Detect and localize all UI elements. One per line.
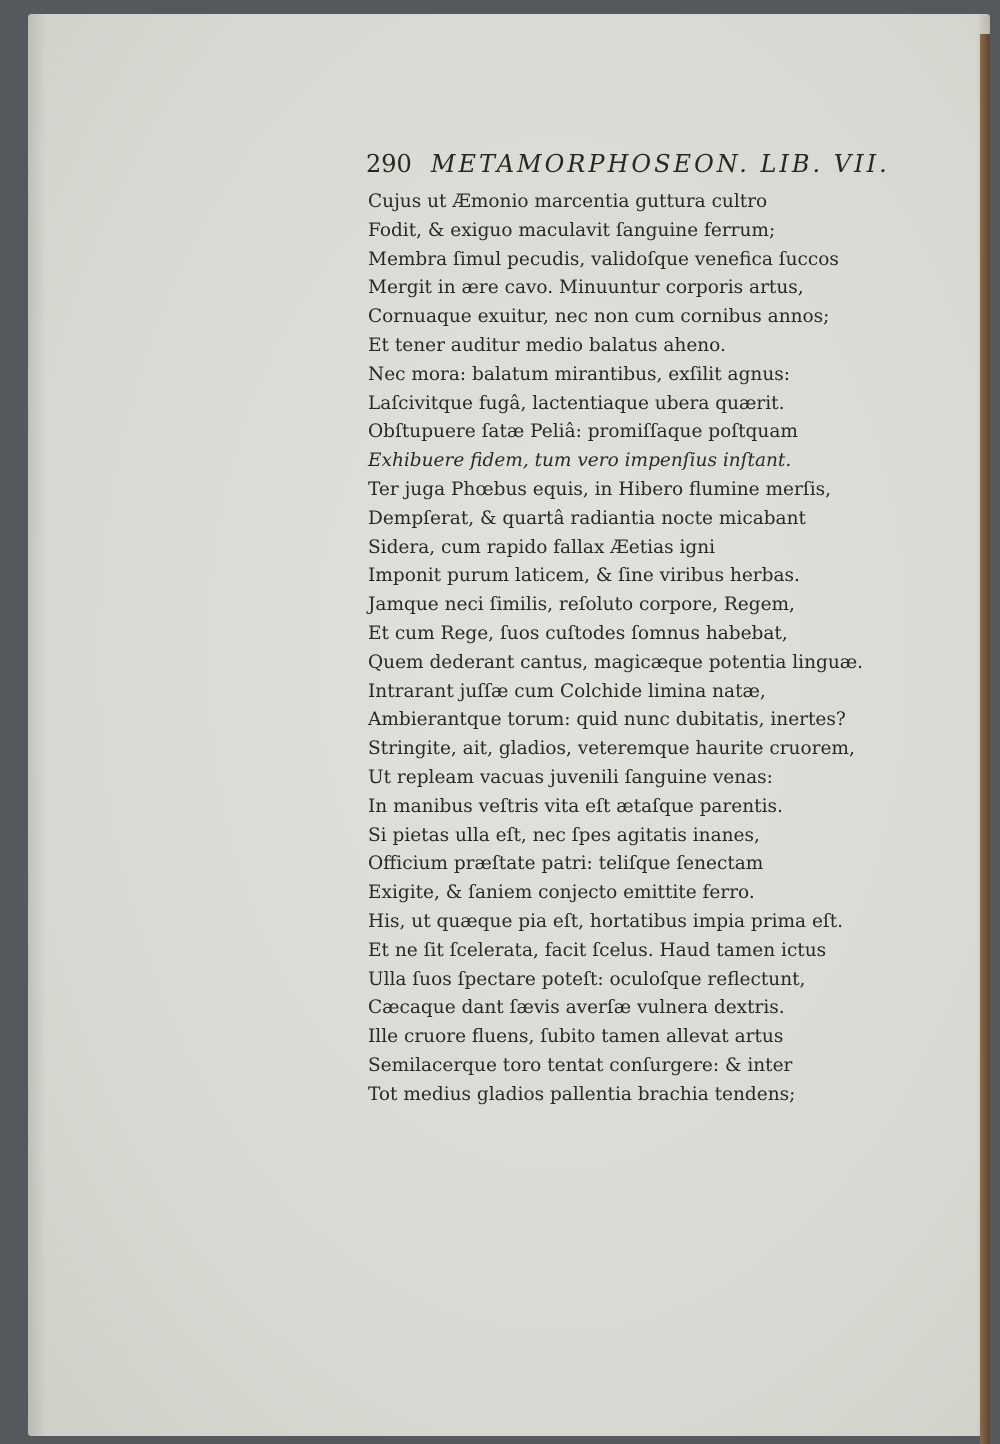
verse-line: Quem dederant cantus, magicæque potentia linguæ.: [368, 651, 864, 673]
verse-line: Ter juga Phœbus equis, in Hibero flumine merſis,: [368, 478, 831, 500]
running-header: [366, 150, 890, 190]
verse-line: Ambierantque torum: quid nunc dubitatis, inertes?: [368, 709, 846, 731]
verse-line: Fodit, & exiguo maculavit ſanguine ferrum;: [368, 219, 776, 241]
verse-line: Cæcaque dant ſævis averſæ vulnera dextris.: [368, 997, 785, 1019]
verse-line: Officium præſtate patri: teliſque ſenectam: [368, 853, 764, 875]
verse-line: Membra ſimul pecudis, validoſque venefica ſuccos: [368, 248, 839, 270]
verse-line: Jamque neci ſimilis, reſoluto corpore, Regem,: [368, 594, 795, 616]
verse-line: Cujus ut Æmonio marcentia guttura cultro: [368, 191, 768, 212]
verse-line: Ille cruore fluens, ſubito tamen allevat artus: [368, 1026, 784, 1048]
verse-line: Obſtupuere ſatæ Peliâ: promiſſaque poſtquam: [368, 421, 798, 443]
verse-line: Exigite, & ſaniem conjecto emittite ferro.: [368, 882, 755, 904]
verse-line: Stringite, ait, gladios, veteremque haurite cruorem,: [368, 738, 855, 760]
verse-line: Si pietas ulla eſt, nec ſpes agitatis inanes,: [368, 824, 760, 846]
verse-line: His, ut quæque pia eſt, hortatibus impia prima eſt.: [368, 910, 844, 932]
page-number: 290: [366, 150, 412, 178]
verse-line: Et ne ſit ſcelerata, facit ſcelus. Haud tamen ictus: [368, 939, 827, 961]
verse-line: In manibus veſtris vita eſt ætaſque parentis.: [368, 795, 783, 817]
verse-line: Laſcivitque fugâ, lactentiaque ubera quærit.: [368, 392, 785, 414]
running-title: METAMORPHOSEON. LIB. VII.: [430, 150, 890, 178]
verse-line: Ut repleam vacuas juvenili ſanguine venas:: [368, 766, 773, 788]
verse-line: Intrarant juſſæ cum Colchide limina natæ,: [368, 680, 766, 702]
verse-line: Imponit purum laticem, & ſine viribus herbas.: [368, 565, 800, 587]
verse-line: Exhibuere fidem, tum vero impenſius inſtant.: [368, 450, 792, 472]
verse-line: Semilacerque toro tentat conſurgere: & inter: [368, 1054, 793, 1076]
verse-text: [368, 188, 868, 1110]
page-edge: [980, 34, 990, 1444]
verse-line: Ulla ſuos ſpectare poteſt: oculoſque reflectunt,: [368, 968, 806, 990]
verse-line: Mergit in ære cavo. Minuuntur corporis artus,: [368, 277, 804, 299]
verse-line: Sidera, cum rapido fallax Æetias igni: [368, 536, 716, 558]
verse-line: Et cum Rege, ſuos cuſtodes ſomnus habebat,: [368, 622, 788, 644]
verse-line: Cornuaque exuitur, nec non cum cornibus annos;: [368, 306, 830, 328]
verse-line: Nec mora: balatum mirantibus, exſilit agnus:: [368, 363, 790, 385]
verse-line: Tot medius gladios pallentia brachia tendens;: [368, 1083, 796, 1105]
verse-line: Et tener auditur medio balatus aheno.: [368, 334, 726, 356]
verse-line: Dempſerat, & quartâ radiantia nocte micabant: [368, 507, 806, 529]
